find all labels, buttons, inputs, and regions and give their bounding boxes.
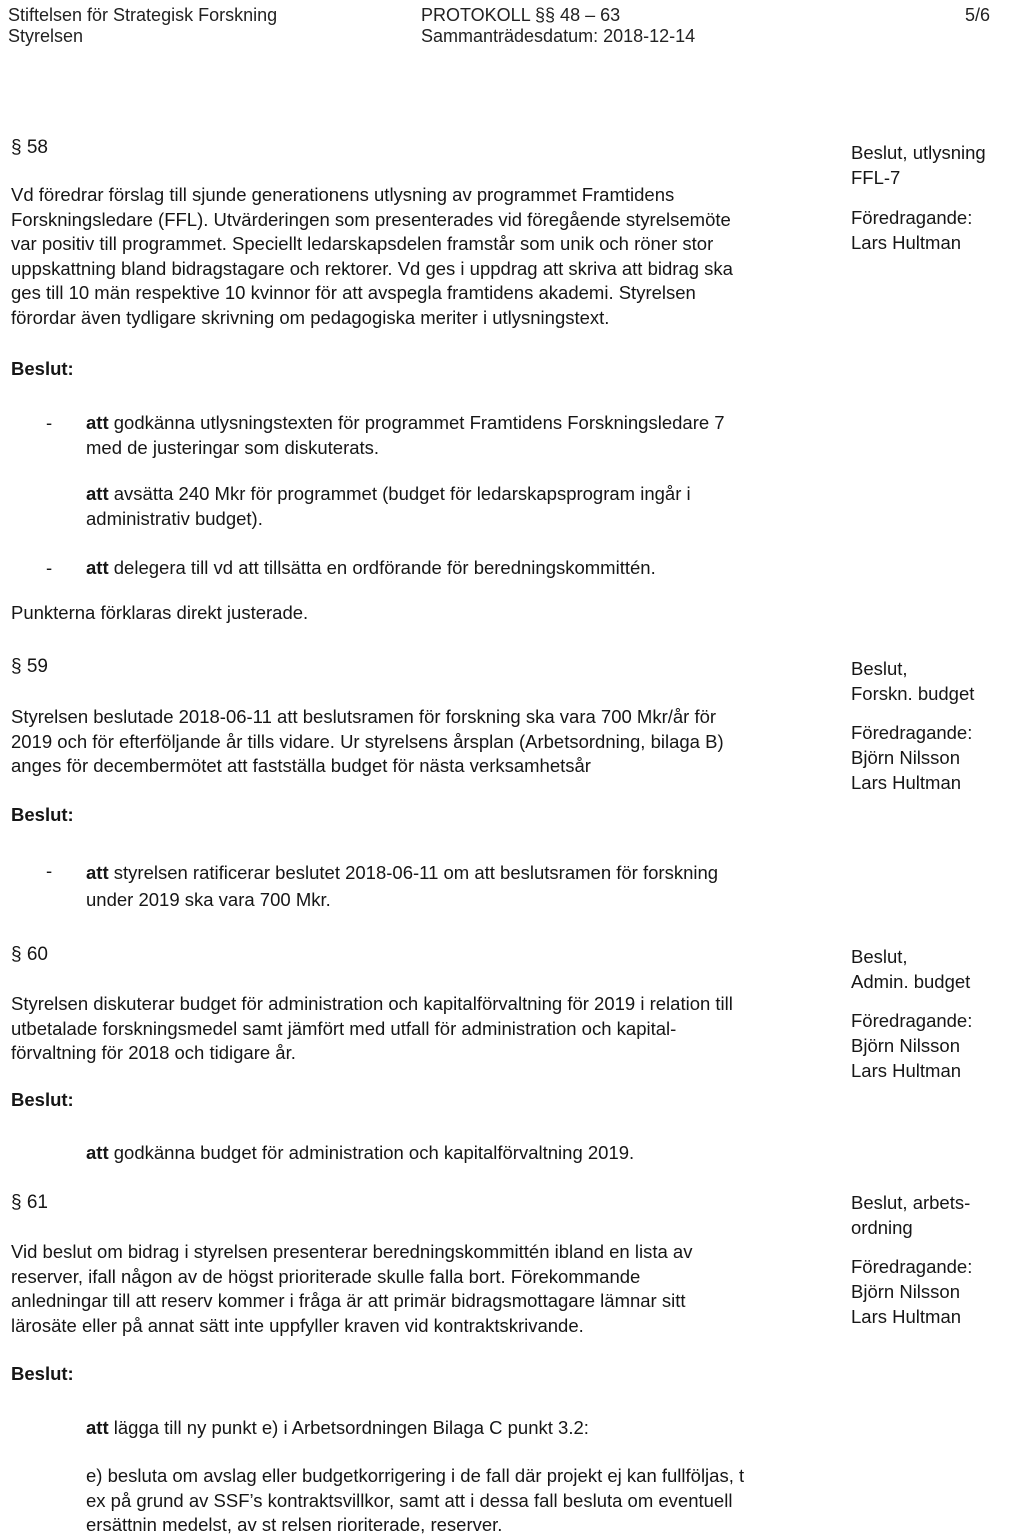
- body-line: Vd föredrar förslag till sjunde generationens utlysning av programmet Framtidens: [11, 184, 675, 205]
- sidebar-line: Föredragande:: [851, 207, 973, 228]
- body-line: utbetalade forskningsmedel samt jämfört med utfall för administration och kapital-: [11, 1017, 677, 1039]
- sidebar-line: Lars Hultman: [851, 1306, 962, 1327]
- section-59-body: [11, 705, 724, 779]
- decision-item: [86, 1416, 589, 1441]
- decision-text: delegera till vd att tillsätta en ordförande för beredningskommittén.: [113, 557, 656, 578]
- decision-text: under 2019 ska vara 700 Mkr.: [86, 889, 331, 910]
- att-keyword: att: [86, 557, 109, 578]
- decision-text: med de justeringar som diskuterats.: [86, 436, 380, 458]
- att-keyword: att: [86, 412, 109, 433]
- sidebar-line: Beslut, utlysning: [851, 142, 986, 163]
- bullet-dash: -: [46, 557, 53, 578]
- body-line: lärosäte eller på annat sätt inte uppfyller kraven vid kontraktskrivande.: [11, 1314, 584, 1336]
- org-unit: Styrelsen: [8, 26, 84, 46]
- decision-text: godkänna budget för administration och kapitalförvaltning 2019.: [113, 1142, 635, 1163]
- sidebar-line: Björn Nilsson: [851, 1035, 960, 1056]
- section-61-heading: § 61: [11, 1192, 48, 1213]
- section-58-sidebar: [851, 140, 986, 255]
- sidebar-line: Admin. budget: [851, 971, 971, 992]
- sidebar-line: Föredragande:: [851, 722, 973, 743]
- sidebar-line: Lars Hultman: [851, 772, 962, 793]
- meeting-date: Sammanträdesdatum: 2018-12-14: [421, 26, 696, 46]
- body-line: Styrelsen diskuterar budget för administration och kapitalförvaltning för 2019 i relation till: [11, 993, 733, 1014]
- sidebar-line: Björn Nilsson: [851, 747, 960, 768]
- att-keyword: att: [86, 1142, 109, 1163]
- decision-text: administrativ budget).: [86, 507, 263, 529]
- section-61-body: [11, 1240, 692, 1338]
- body-line: var positiv till programmet. Speciellt ledarskapsdelen framstår som unik och röner stor: [11, 233, 714, 254]
- sidebar-spacer: [851, 706, 974, 720]
- sidebar-line: Beslut,: [851, 658, 908, 679]
- section-58-body: [11, 183, 733, 330]
- sidebar-line: Beslut, arbets-: [851, 1192, 971, 1213]
- section-61-beslut-label: Beslut:: [11, 1363, 74, 1384]
- decision-item: [86, 1141, 634, 1166]
- att-keyword: att: [86, 1417, 109, 1438]
- section-60-sidebar: [851, 944, 972, 1083]
- body-line: förvaltning för 2018 och tidigare år.: [11, 1042, 296, 1063]
- sidebar-line: FFL-7: [851, 167, 901, 188]
- sidebar-line: Föredragande:: [851, 1010, 973, 1031]
- decision-item: [86, 859, 718, 913]
- sidebar-spacer: [851, 994, 972, 1008]
- decision-text: styrelsen ratificerar beslutet 2018-06-11 om att beslutsramen för forskning: [113, 862, 719, 883]
- body-line: 2019 och för efterföljande år tills vidare. Ur styrelsens årsplan (Arbetsordning, bilaga B): [11, 730, 724, 752]
- body-line: reserver, ifall någon av de högst prioriterade skulle falla bort. Förekommande: [11, 1265, 641, 1287]
- section-60-heading: § 60: [11, 944, 48, 965]
- body-line: uppskattning bland bidragstagare och rektorer. Vd ges i uppdrag att skriva att bidrag ska: [11, 257, 733, 279]
- body-line: förordar även tydligare skrivning om pedagogiska meriter i utlysningstext.: [11, 306, 610, 328]
- quote-line: ersättnin medelst, av st relsen rioriterade, reserver.: [86, 1514, 503, 1535]
- body-line: anges för decembermötet att fastställa budget för nästa verksamhetsår: [11, 755, 591, 776]
- sidebar-line: ordning: [851, 1217, 913, 1238]
- section-60-beslut-label: Beslut:: [11, 1089, 74, 1110]
- decision-text: lägga till ny punkt e) i Arbetsordningen Bilaga C punkt 3.2:: [113, 1417, 589, 1438]
- decision-text: godkänna utlysningstexten för programmet Framtidens Forskningsledare 7: [113, 412, 725, 433]
- decision-item: [86, 482, 691, 531]
- body-line: ges till 10 män respektive 10 kvinnor för att avspegla framtidens akademi. Styrelsen: [11, 282, 696, 303]
- sidebar-line: Beslut,: [851, 946, 908, 967]
- sidebar-spacer: [851, 1240, 972, 1254]
- sidebar-line: Lars Hultman: [851, 1060, 962, 1081]
- body-line: anledningar till att reserv kommer i fråga är att primär bidragsmottagare lämnar sitt: [11, 1290, 686, 1311]
- section-58-heading: § 58: [11, 137, 48, 158]
- quote-line: e) besluta om avslag eller budgetkorrigering i de fall där projekt ej kan fullföljas, t: [86, 1465, 745, 1486]
- sidebar-line: Lars Hultman: [851, 232, 962, 253]
- body-line: Forskningsledare (FFL). Utvärderingen som presenterades vid föregående styrelsemöte: [11, 208, 731, 230]
- sidebar-line: Forskn. budget: [851, 683, 975, 704]
- document-title: PROTOKOLL §§ 48 – 63: [421, 5, 621, 25]
- att-keyword: att: [86, 483, 109, 504]
- sidebar-line: Föredragande:: [851, 1256, 973, 1277]
- att-keyword: att: [86, 862, 109, 883]
- bullet-dash: -: [46, 860, 53, 881]
- bullet-dash: -: [46, 412, 53, 433]
- sidebar-line: Björn Nilsson: [851, 1281, 960, 1302]
- quote-line: ex på grund av SSF’s kontraktsvillkor, samt att i dessa fall besluta om eventuell: [86, 1489, 733, 1511]
- quoted-rule-text: [86, 1464, 744, 1538]
- section-59-beslut-label: Beslut:: [11, 804, 74, 825]
- section-59-sidebar: [851, 656, 974, 795]
- body-line: Styrelsen beslutade 2018-06-11 att beslutsramen för forskning ska vara 700 Mkr/år för: [11, 706, 717, 727]
- section-61-sidebar: [851, 1190, 972, 1329]
- org-name: Stiftelsen för Strategisk Forskning: [8, 5, 278, 25]
- section-58-beslut-label: Beslut:: [11, 358, 74, 379]
- section-59-heading: § 59: [11, 656, 48, 677]
- section-60-body: [11, 992, 733, 1066]
- decision-item: [86, 411, 725, 460]
- decision-item: [86, 556, 656, 581]
- page-number: 5/6: [965, 5, 991, 25]
- decision-text: avsätta 240 Mkr för programmet (budget för ledarskapsprogram ingår i: [113, 483, 691, 504]
- sidebar-spacer: [851, 190, 986, 205]
- section-58-closing: Punkterna förklaras direkt justerade.: [11, 602, 309, 623]
- body-line: Vid beslut om bidrag i styrelsen presenterar beredningskommittén ibland en lista av: [11, 1241, 693, 1262]
